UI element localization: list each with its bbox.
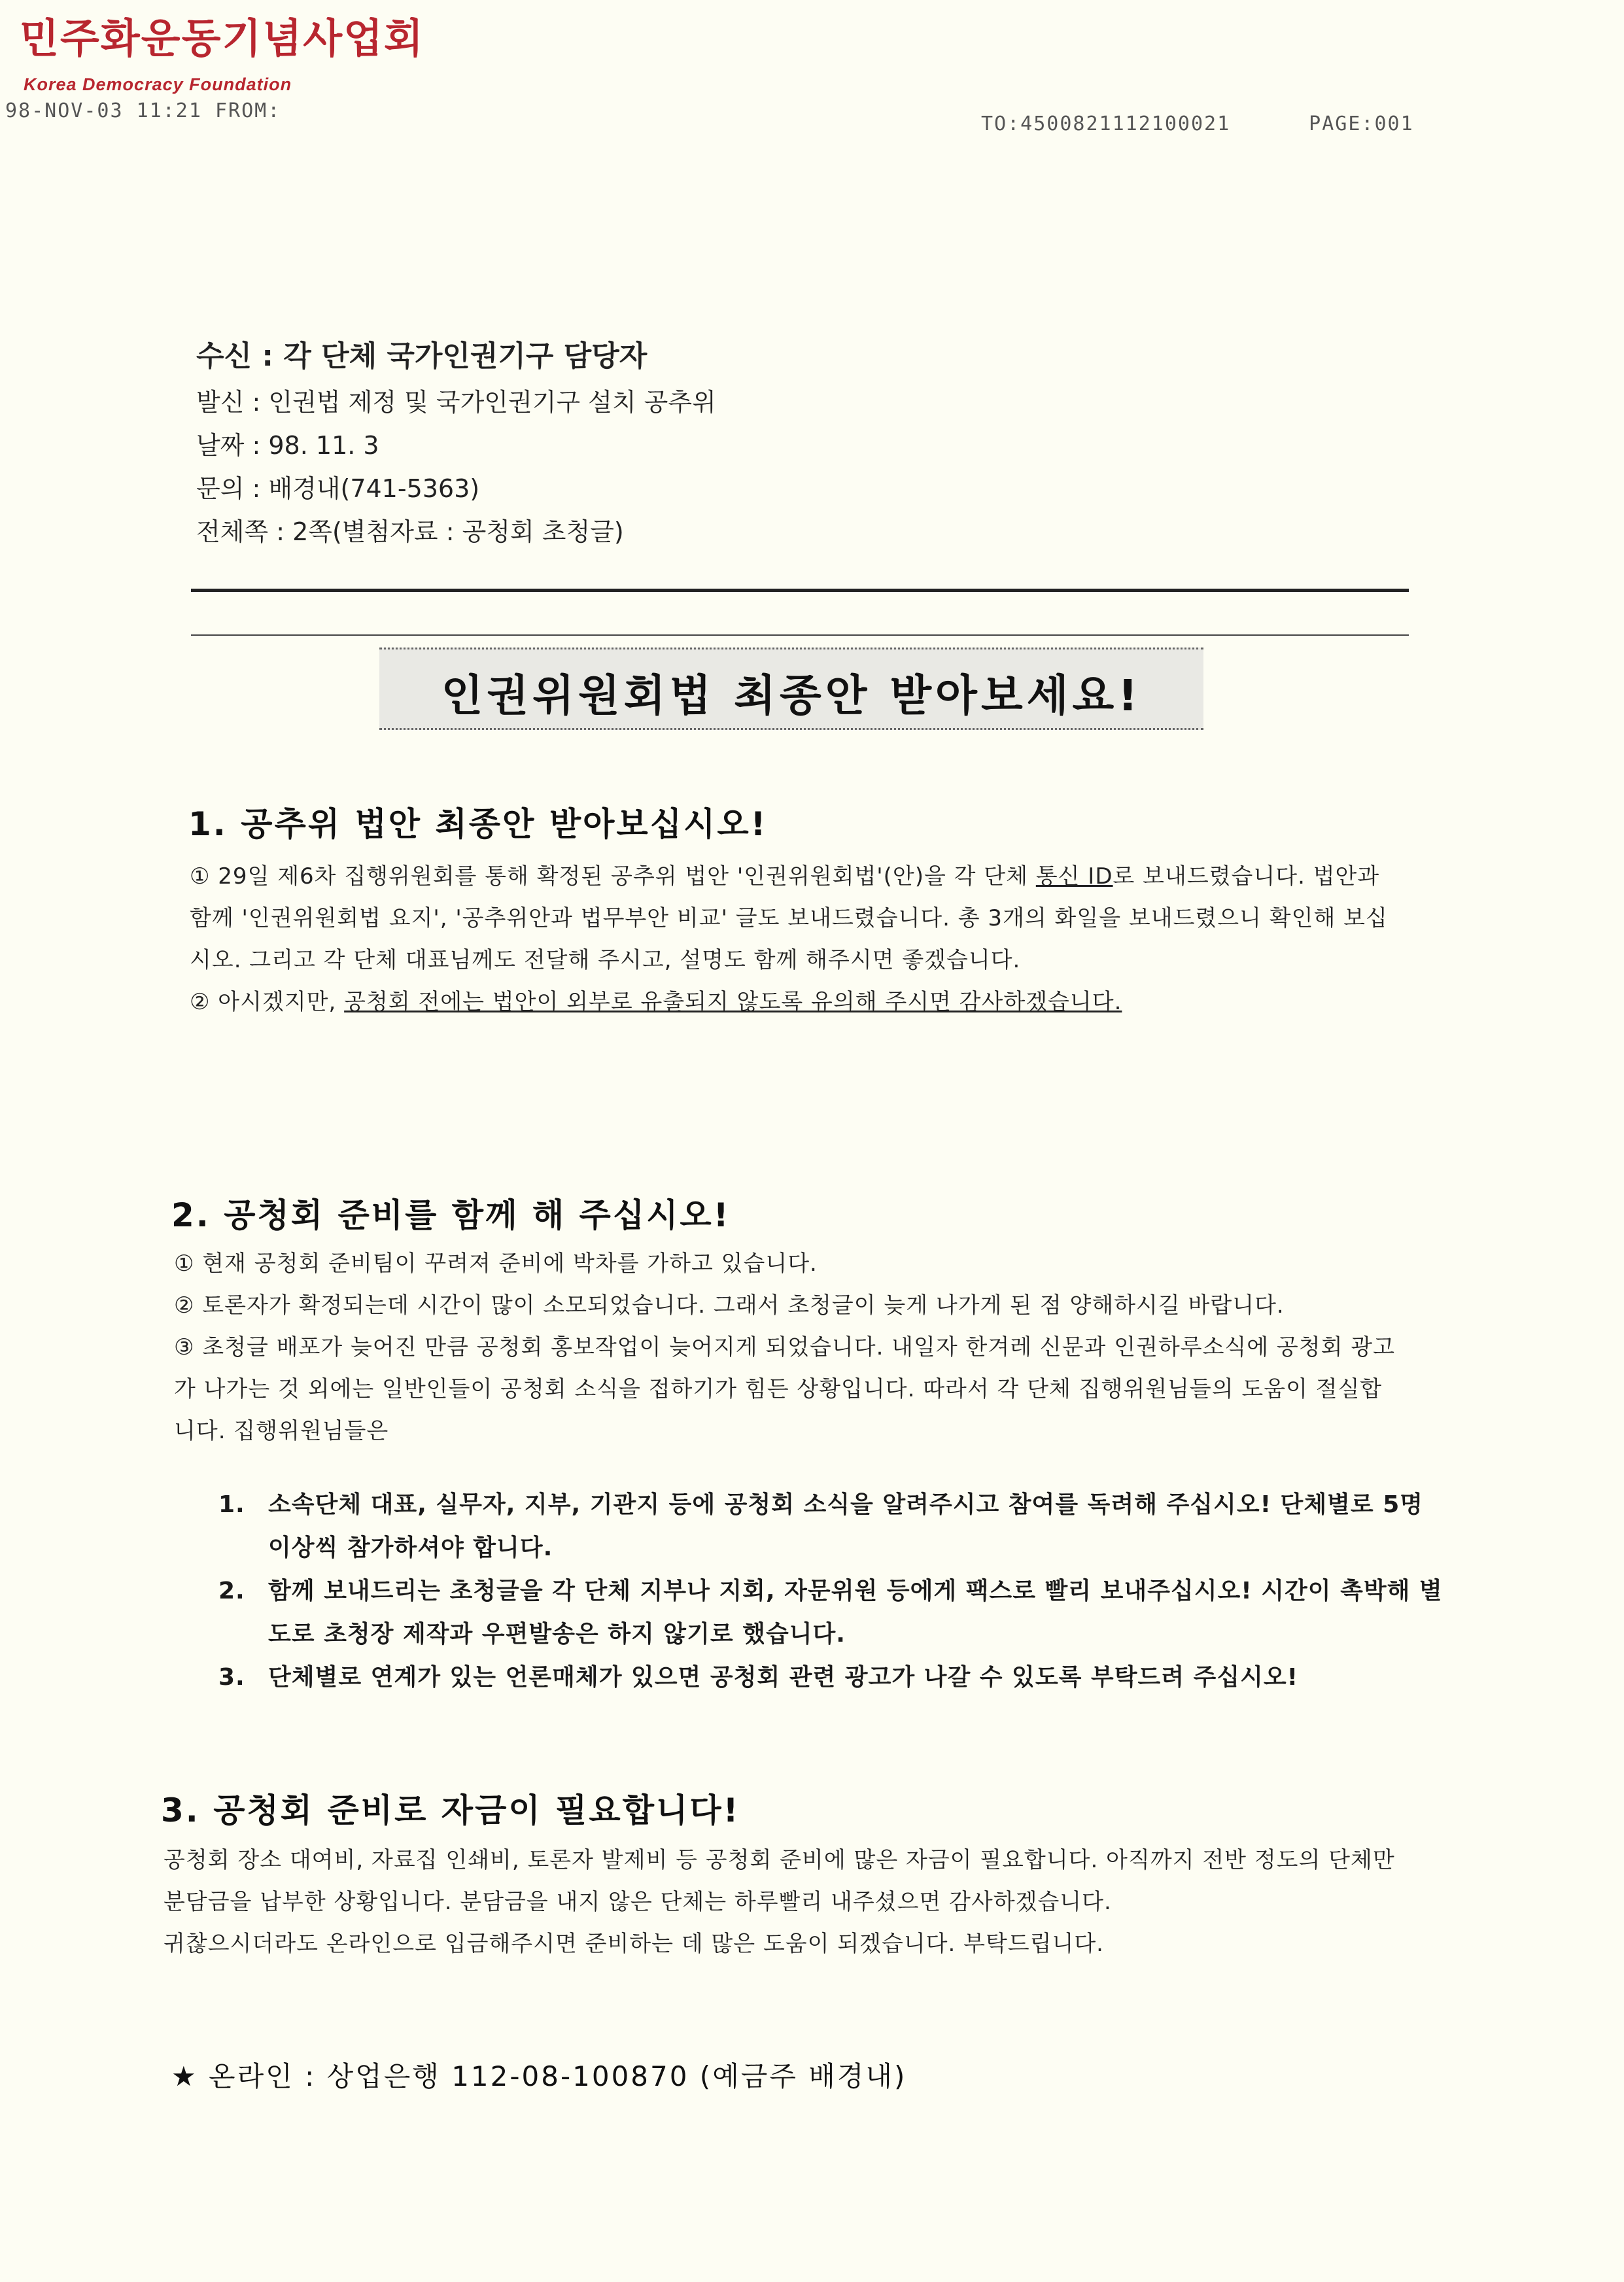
memo-date: 날짜 : 98. 11. 3: [196, 431, 379, 460]
list-item-text: 함께 보내드리는 초청글을 각 단체 지부나 지회, 자문위원 등에게 팩스로 빨리 보내주십시오! 시간이 촉박해 별도로 초청장 제작과 우편발송은 하지 않기로 했습니다.: [268, 1578, 1443, 1648]
memo-page-count: 전체쪽 : 2쪽(별첨자료 : 공청회 초청글): [196, 517, 624, 546]
section1-p1-text-a: ① 29일 제6차 집행위원회를 통해 확정된 공추위 법안 '인권위원회법'(안)을 각 단체: [190, 863, 1036, 890]
section3-paragraph2: 귀찮으시더라도 온라인으로 입금해주시면 준비하는 데 많은 도움이 되겠습니다. 부탁드립니다.: [164, 1931, 1104, 1957]
section1-body: [190, 856, 1406, 1023]
fax-header-right: [981, 112, 1493, 135]
fax-page-number: PAGE:001: [1309, 112, 1414, 135]
foundation-logo-english: Korea Democracy Foundation: [24, 75, 292, 94]
foundation-logo-korean: 민주화운동기념사업회: [20, 14, 424, 62]
section1-paragraph2: [190, 981, 1406, 1023]
section1-heading: 1. 공추위 법안 최종안 받아보십시오!: [188, 805, 768, 843]
fax-sent-line: 98-NOV-03 11:21 FROM:: [5, 99, 281, 122]
section2-heading: 2. 공청회 준비를 함께 해 주십시오!: [171, 1196, 731, 1234]
document-title: 인권위원회법 최종안 받아보세요!: [441, 670, 1142, 721]
section1-p2-text-a: ② 아시겠지만,: [190, 989, 345, 1015]
list-item-number: 1.: [218, 1491, 245, 1518]
list-item-number: 3.: [218, 1664, 245, 1691]
list-item: [218, 1570, 1445, 1656]
list-item: [218, 1483, 1445, 1570]
section3-paragraph1: 공청회 장소 대여비, 자료집 인쇄비, 토론자 발제비 등 공청회 준비에 많은 자금이 필요합니다. 아직까지 전반 정도의 단체만 분담금을 납부한 상황입니다. 분담금을 내지 않은 단체는 하루빨리 내주셨으면 감사하겠습니다.: [164, 1847, 1395, 1915]
section2-paragraph3: ③ 초청글 배포가 늦어진 만큼 공청회 홍보작업이 늦어지게 되었습니다. 내일자 한겨레 신문과 인권하루소식에 공청회 광고가 나가는 것 외에는 일반인들이 공청회 소식을 접하기가 힘든 상황입니다. 따라서 각 단체 집행위원님들의 도움이 절실합니다. 집행위원님들은: [174, 1334, 1395, 1444]
header-divider: [191, 589, 1409, 592]
fax-to-number: TO:4500821112100021: [981, 112, 1231, 135]
section2-body: [174, 1243, 1404, 1452]
list-item-text: 단체별로 연계가 있는 언론매체가 있으면 공청회 관련 광고가 나갈 수 있도록 부탁드려 주십시오!: [268, 1664, 1299, 1691]
list-item: [218, 1656, 1445, 1699]
memo-sender: 발신 : 인권법 제정 및 국가인권기구 설치 공추위: [196, 388, 716, 417]
header-divider-secondary: [191, 634, 1409, 636]
section2-paragraph1: ① 현재 공청회 준비팀이 꾸려져 준비에 박차를 가하고 있습니다.: [174, 1251, 818, 1277]
bank-account-info: ★ 온라인 : 상업은행 112-08-100870 (예금주 배경내): [171, 2060, 907, 2092]
section3-body: [164, 1839, 1400, 1965]
section1-paragraph1: [190, 856, 1406, 981]
memo-recipient: 수신 : 각 단체 국가인권기구 담당자: [196, 339, 648, 373]
section1-p1-text-c: 로 보내드렸습니다. 법안과 함께 '인권위원회법 요지', '공추위안과 법무부안 비교' 글도 보내드렸습니다. 총 3개의 화일을 보내드렸으니 확인해 보십시오. 그리고 각 단체 대표님께도 전달해 주시고, 설명도 함께 해주시면 좋겠습니다.: [190, 863, 1388, 973]
list-item-text: 소속단체 대표, 실무자, 지부, 기관지 등에 공청회 소식을 알려주시고 참여를 독려해 주십시오! 단체별로 5명 이상씩 참가하셔야 합니다.: [268, 1491, 1424, 1561]
section1-p1-underlined: 통신 ID: [1035, 863, 1113, 890]
section2-paragraph2: ② 토론자가 확정되는데 시간이 많이 소모되었습니다. 그래서 초청글이 늦게 나가게 된 점 양해하시길 바랍니다.: [174, 1292, 1285, 1319]
list-item-number: 2.: [218, 1578, 245, 1604]
section1-p2-underlined: 공청회 전에는 법안이 외부로 유출되지 않도록 유의해 주시면 감사하겠습니다.: [344, 989, 1122, 1015]
memo-contact: 문의 : 배경내(741-5363): [196, 474, 480, 503]
section3-heading: 3. 공청회 준비로 자금이 필요합니다!: [161, 1791, 740, 1829]
section2-request-list: [218, 1483, 1445, 1699]
